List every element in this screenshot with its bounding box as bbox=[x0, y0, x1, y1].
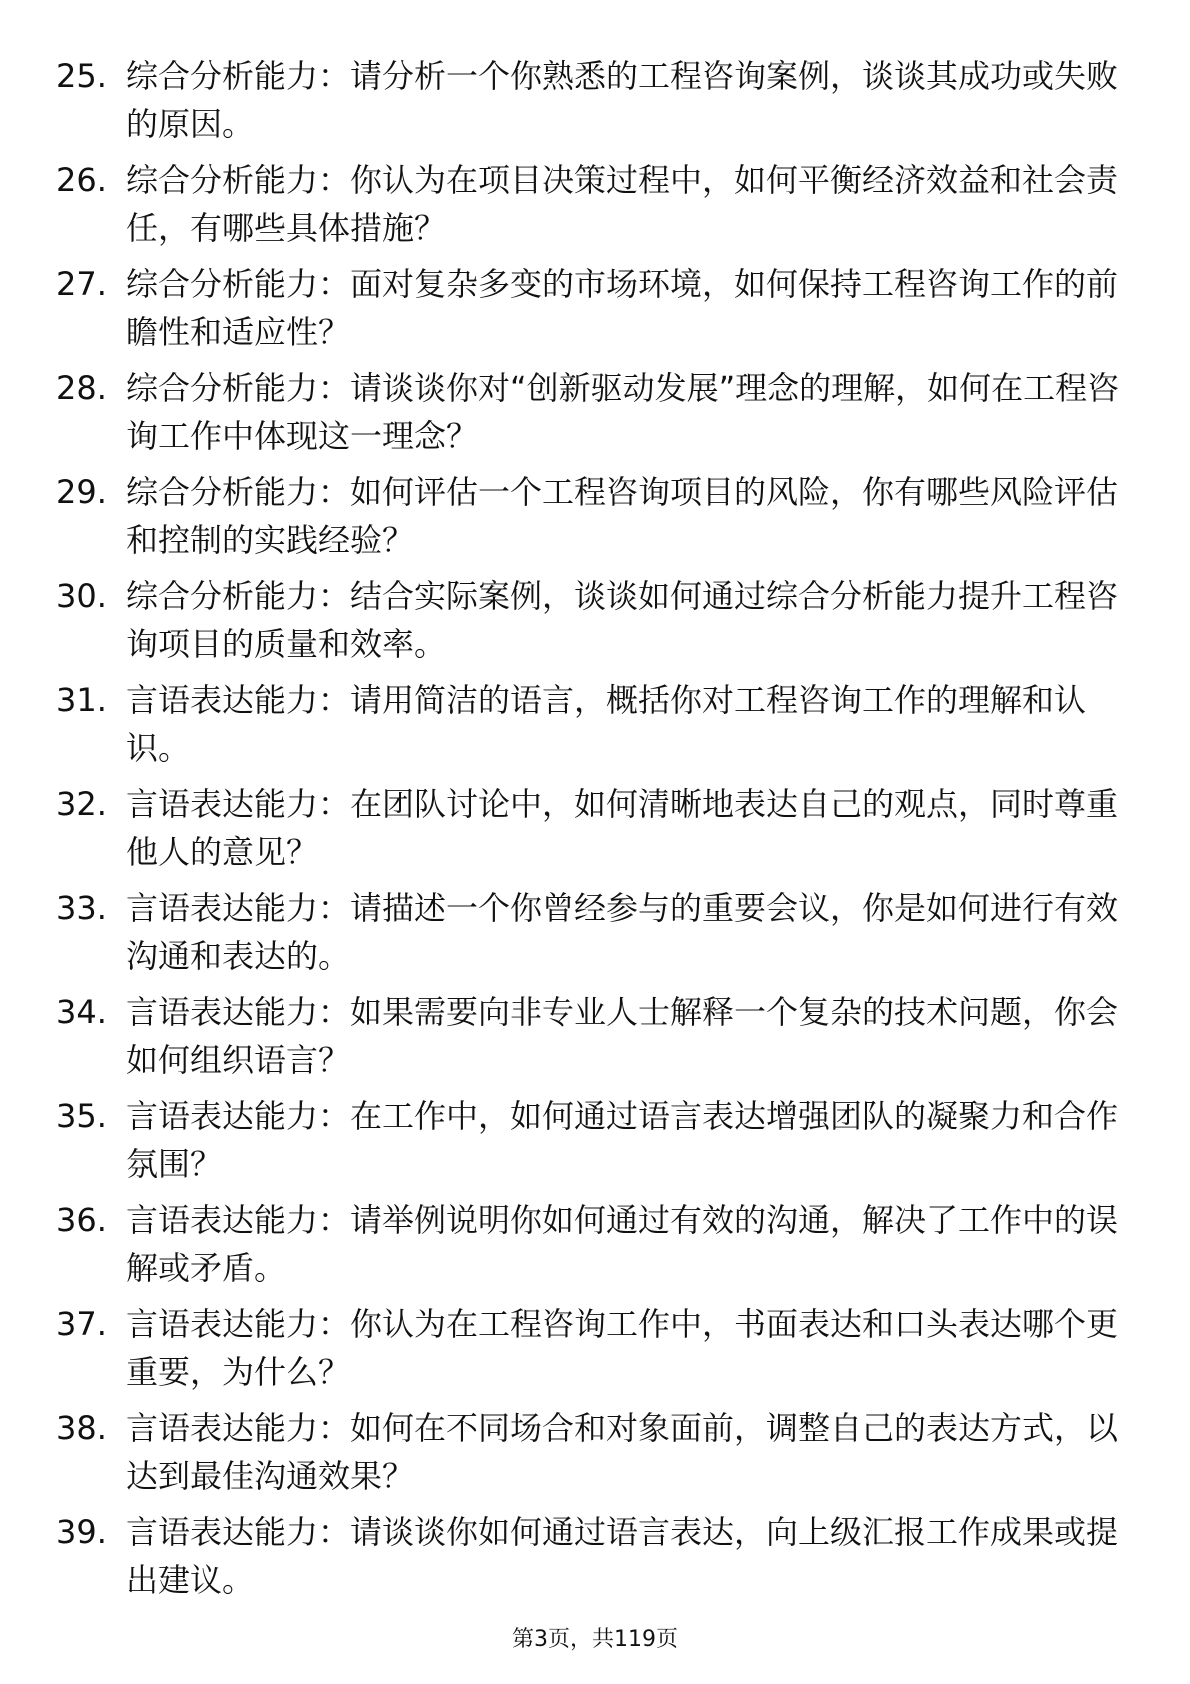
question-number: 30. bbox=[56, 577, 107, 615]
question-number: 38. bbox=[56, 1409, 107, 1447]
question-item bbox=[56, 884, 1136, 988]
question-text: 言语表达能力：如果需要向非专业人士解释一个复杂的技术问题，你会如何组织语言？ bbox=[126, 993, 1119, 1079]
question-item bbox=[56, 468, 1136, 572]
question-number: 36. bbox=[56, 1201, 107, 1239]
question-item bbox=[56, 988, 1136, 1092]
question-item bbox=[56, 156, 1136, 260]
question-item bbox=[56, 364, 1136, 468]
question-text: 综合分析能力：结合实际案例，谈谈如何通过综合分析能力提升工程咨询项目的质量和效率。 bbox=[126, 577, 1119, 663]
question-number: 33. bbox=[56, 889, 107, 927]
question-text: 综合分析能力：你认为在项目决策过程中，如何平衡经济效益和社会责任，有哪些具体措施？ bbox=[126, 161, 1119, 247]
question-item bbox=[56, 1092, 1136, 1196]
question-list bbox=[56, 52, 1136, 1612]
question-number: 34. bbox=[56, 993, 107, 1031]
question-item bbox=[56, 676, 1136, 780]
question-text: 综合分析能力：请谈谈你对“创新驱动发展”理念的理解，如何在工程咨询工作中体现这一理念？ bbox=[126, 369, 1120, 455]
question-number: 39. bbox=[56, 1513, 107, 1551]
question-text: 言语表达能力：在团队讨论中，如何清晰地表达自己的观点，同时尊重他人的意见？ bbox=[126, 785, 1119, 871]
question-text: 言语表达能力：请用简洁的语言，概括你对工程咨询工作的理解和认识。 bbox=[126, 681, 1087, 767]
question-number: 28. bbox=[56, 369, 107, 407]
question-item bbox=[56, 1508, 1136, 1612]
question-text: 言语表达能力：在工作中，如何通过语言表达增强团队的凝聚力和合作氛围？ bbox=[126, 1097, 1119, 1183]
question-item bbox=[56, 52, 1136, 156]
question-item bbox=[56, 780, 1136, 884]
question-text: 言语表达能力：请谈谈你如何通过语言表达，向上级汇报工作成果或提出建议。 bbox=[126, 1513, 1119, 1599]
page-footer: 第3页，共119页 bbox=[512, 1627, 678, 1652]
question-item bbox=[56, 260, 1136, 364]
question-text: 言语表达能力：请举例说明你如何通过有效的沟通，解决了工作中的误解或矛盾。 bbox=[126, 1201, 1119, 1287]
question-item bbox=[56, 1404, 1136, 1508]
question-number: 25. bbox=[56, 57, 107, 95]
question-number: 37. bbox=[56, 1305, 107, 1343]
question-text: 言语表达能力：请描述一个你曾经参与的重要会议，你是如何进行有效沟通和表达的。 bbox=[126, 889, 1119, 975]
question-text: 言语表达能力：如何在不同场合和对象面前，调整自己的表达方式，以达到最佳沟通效果？ bbox=[126, 1409, 1119, 1495]
question-number: 31. bbox=[56, 681, 107, 719]
question-text: 综合分析能力：请分析一个你熟悉的工程咨询案例，谈谈其成功或失败的原因。 bbox=[126, 57, 1119, 143]
question-item bbox=[56, 572, 1136, 676]
question-number: 29. bbox=[56, 473, 107, 511]
question-item bbox=[56, 1196, 1136, 1300]
question-number: 35. bbox=[56, 1097, 107, 1135]
question-text: 综合分析能力：如何评估一个工程咨询项目的风险，你有哪些风险评估和控制的实践经验？ bbox=[126, 473, 1119, 559]
question-text: 综合分析能力：面对复杂多变的市场环境，如何保持工程咨询工作的前瞻性和适应性？ bbox=[126, 265, 1119, 351]
question-number: 32. bbox=[56, 785, 107, 823]
question-item bbox=[56, 1300, 1136, 1404]
question-number: 27. bbox=[56, 265, 107, 303]
question-number: 26. bbox=[56, 161, 107, 199]
question-text: 言语表达能力：你认为在工程咨询工作中，书面表达和口头表达哪个更重要，为什么？ bbox=[126, 1305, 1119, 1391]
